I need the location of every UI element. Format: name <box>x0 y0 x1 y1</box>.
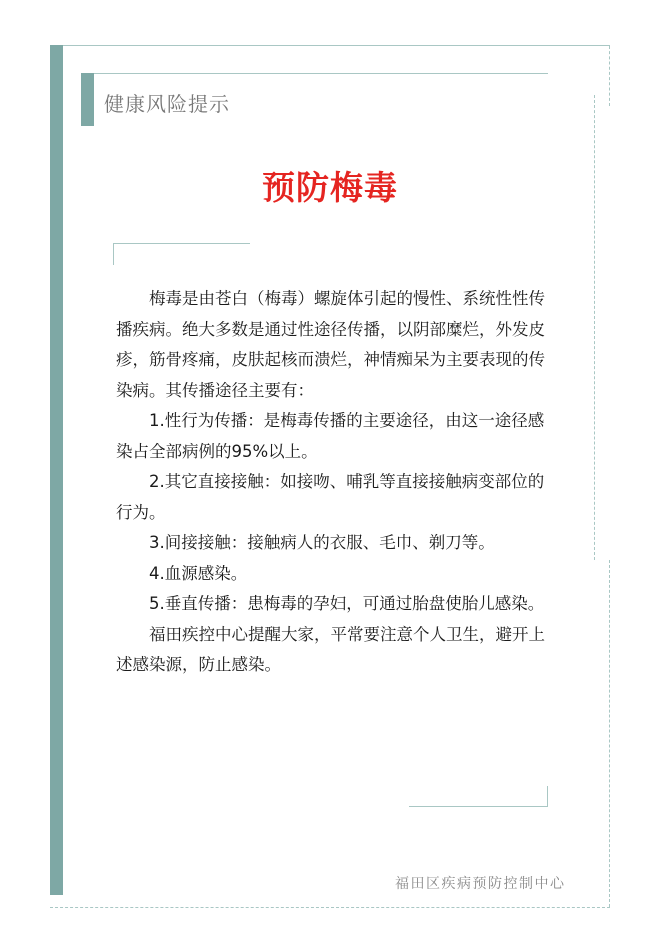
right-frame-dash-low <box>609 560 610 907</box>
paragraph-route-4: 4.血源感染。 <box>149 563 248 583</box>
corner-bracket-top-vertical <box>113 243 114 265</box>
page-title: 预防梅毒 <box>262 168 398 207</box>
header-label: 健康风险提示 <box>104 92 230 116</box>
bottom-frame-dash <box>50 907 610 908</box>
top-frame-line <box>63 45 610 46</box>
paragraph-route-1: 1.性行为传播：是梅毒传播的主要途径，由这一途径感染占全部病例的95%以上。 <box>116 411 545 461</box>
paragraph-route-5: 5.垂直传播：患梅毒的孕妇，可通过胎盘使胎儿感染。 <box>149 594 545 613</box>
corner-bracket-bottom-vertical <box>547 786 548 807</box>
corner-bracket-bottom <box>409 806 548 807</box>
right-frame-dash-top <box>609 46 610 106</box>
paragraph-route-3: 3.间接接触：接触病人的衣服、毛巾、剃刀等。 <box>149 533 495 552</box>
header-line <box>94 73 548 74</box>
footer-organization: 福田区疾病预防控制中心 <box>395 876 566 892</box>
corner-bracket-top <box>113 243 250 244</box>
paragraph-reminder: 福田疾控中心提醒大家，平常要注意个人卫生，避开上述感染源，防止感染。 <box>116 624 545 674</box>
header-accent-block <box>81 73 94 126</box>
paragraph-route-2: 2.其它直接接触：如接吻、哺乳等直接接触病变部位的行为。 <box>116 472 545 522</box>
article-body <box>116 284 556 681</box>
paragraph-intro: 梅毒是由苍白（梅毒）螺旋体引起的慢性、系统性性传播疾病。绝大多数是通过性途径传播，以阴部糜烂，外发皮疹，筋骨疼痛，皮肤起核而溃烂，神情痴呆为主要表现的传染病。其传播途径主要有： <box>116 289 545 400</box>
